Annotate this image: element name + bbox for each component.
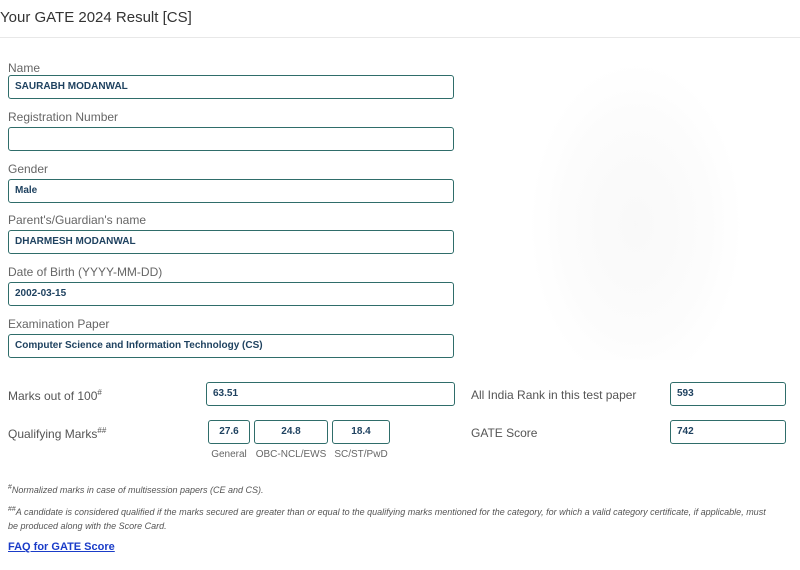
faq-gate-score-link[interactable]: FAQ for GATE Score — [8, 541, 115, 553]
obc-category-label: OBC-NCL/EWS — [255, 449, 327, 460]
exam-paper-label: Examination Paper — [8, 317, 110, 331]
guardian-label: Parent's/Guardian's name — [8, 213, 146, 227]
guardian-field: DHARMESH MODANWAL — [8, 230, 454, 254]
gate-score-label: GATE Score — [471, 426, 538, 440]
dob-label: Date of Birth (YYYY-MM-DD) — [8, 265, 163, 279]
candidate-photo — [528, 60, 744, 360]
gate-score-value: 742 — [670, 420, 786, 444]
gender-field: Male — [8, 179, 454, 203]
qualifying-general-value: 27.6 — [208, 420, 250, 444]
registration-label: Registration Number — [8, 110, 119, 124]
name-label: Name — [8, 61, 41, 75]
qualification-note: ##A candidate is considered qualified if the marks secured are greater than or equal to the qualifying marks mentioned for the category, for which a valid category certificate, if applicable, must be produced along with the Score Card. — [8, 506, 766, 531]
sc-category-label: SC/ST/PwD — [334, 449, 388, 460]
exam-paper-field: Computer Science and Information Technology (CS) — [8, 334, 454, 358]
general-category-label: General — [211, 449, 247, 460]
rank-value: 593 — [670, 382, 786, 406]
marks-label: Marks out of 100# — [8, 388, 102, 403]
qualifying-sc-value: 18.4 — [332, 420, 390, 444]
title-divider — [0, 37, 800, 38]
registration-field — [8, 127, 454, 151]
qualifying-label: Qualifying Marks## — [8, 426, 107, 441]
name-field: SAURABH MODANWAL — [8, 75, 454, 99]
rank-label: All India Rank in this test paper — [471, 388, 637, 402]
normalized-marks-note: #Normalized marks in case of multisession papers (CE and CS). — [8, 484, 264, 495]
dob-field: 2002-03-15 — [8, 282, 454, 306]
qualifying-obc-value: 24.8 — [254, 420, 328, 444]
gender-label: Gender — [8, 162, 49, 176]
page-title: Your GATE 2024 Result [CS] — [0, 9, 192, 26]
marks-value: 63.51 — [206, 382, 455, 406]
